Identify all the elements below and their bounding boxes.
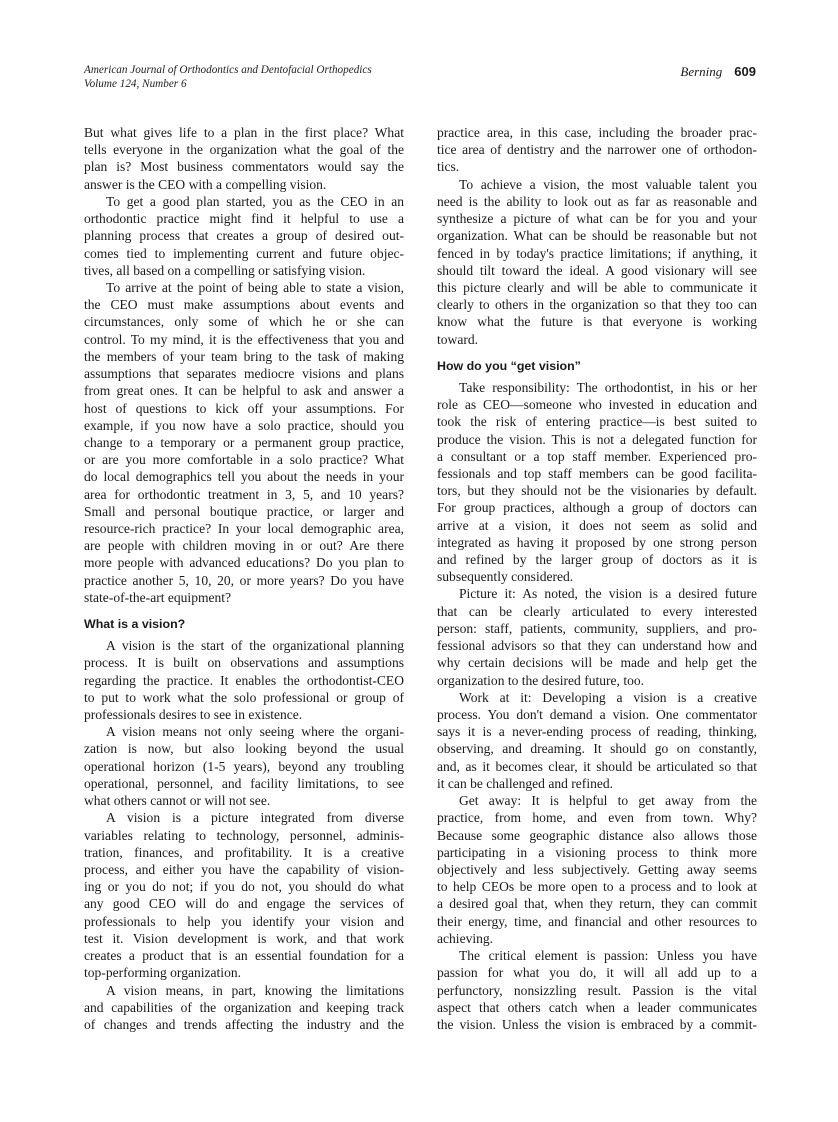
text-line: control. To my mind, it is the effectiveness that you and [84, 331, 404, 347]
text-line: practice another 5, 10, 20, or more years? Do you have [84, 572, 404, 588]
text-line: are people with children moving in or out? Are there [84, 538, 404, 554]
text-line: fessional advisors so that they can understand how and [437, 638, 757, 654]
text-line: Get away: It is helpful to get away from the [459, 793, 757, 809]
text-line: produce the vision. This is not a delegated function for [437, 431, 757, 447]
text-line: planning process that creates a group of desired out- [84, 228, 404, 244]
text-line: organization. What can be should be reasonable but not [437, 228, 757, 244]
text-line: host of questions to kick off your assumptions. For [84, 400, 404, 416]
paragraph [84, 279, 404, 606]
paragraph [437, 792, 757, 947]
paragraph [437, 947, 757, 1033]
text-line: ing or you do not; if you do not, you should do what [84, 879, 404, 895]
text-line: area for orthodontic treatment in 3, 5, and 10 years? [84, 486, 404, 502]
text-line: professionals desires to see in existence. [84, 707, 303, 722]
text-line: their energy, time, and financial and other resources to [437, 913, 757, 929]
text-line: change to a temporary or a permanent group practice, [84, 434, 404, 450]
text-line: state-of-the-art equipment? [84, 589, 232, 605]
text-line: A vision means, in part, knowing the limitations [106, 982, 404, 998]
text-line: aspect that others catch when a leader communicates [437, 999, 757, 1015]
text-line: A vision is a picture integrated from diverse [106, 810, 404, 826]
paragraph [84, 637, 404, 723]
text-line: role as CEO—someone who invested in education and [437, 397, 757, 413]
paragraph [84, 723, 404, 809]
text-line: the CEO must make assumptions about events and [84, 297, 404, 313]
journal-title: American Journal of Orthodontics and Dentofacial Orthopedics [84, 64, 372, 76]
text-line: A vision is the start of the organizational planning [106, 638, 404, 654]
running-head [680, 64, 756, 80]
text-line: to put to work what the solo professional or group of [84, 689, 404, 705]
text-line: passion for what you do, it will all add up to a [437, 965, 757, 981]
text-line: perfunctory, nonsizzling result. Passion is the vital [437, 982, 757, 998]
text-line: Small and personal boutique practice, or larger and [84, 503, 404, 519]
paragraph [84, 193, 404, 279]
journal-volume: Volume 124, Number 6 [84, 77, 187, 90]
text-line: Take responsibility: The orthodontist, in his or her [459, 379, 757, 395]
text-line: it can be challenged and refined. [437, 775, 614, 791]
text-line: resource-rich practice? In your local demographic area, [84, 521, 404, 537]
text-line: a desired goal that, when they return, they can commit [437, 896, 757, 912]
text-line: fessionals and top staff members can be good facilita- [437, 465, 757, 481]
section-heading: What is a vision? [84, 617, 186, 632]
page-header [84, 64, 756, 91]
text-line: integrated as having it proposed by one strong person [437, 534, 757, 550]
text-line: answer is the CEO with a compelling vision. [84, 176, 327, 192]
text-line: tives, all based on a compelling or satisfying vision. [84, 262, 366, 278]
text-line: this picture clearly and will be able to communicate it [437, 279, 757, 295]
text-line: and capabilities of the organization and keeping track [84, 999, 404, 1015]
text-line: that can be clearly articulated to every interested [437, 603, 757, 619]
text-line: practice, from home, and even from town. Why? [437, 810, 757, 826]
text-line: operational, personnel, and facility limitations, to see [84, 775, 404, 791]
text-line: tics. [437, 159, 460, 175]
text-line: and refined by the larger group of doctors as it is [437, 552, 757, 568]
text-line: operational horizon (1-5 years), beyond any troubling [84, 758, 404, 774]
text-line: For group practices, although a group of doctors can [437, 500, 757, 516]
text-line: or are you more comfortable in a solo practice? What [84, 452, 404, 468]
text-line: fenced in by today's practice limitations; if anything, it [437, 245, 757, 261]
text-line: took the risk of entering practice—is best suited to [437, 414, 757, 430]
paragraph [437, 585, 757, 688]
page-number: 609 [734, 64, 756, 79]
text-line: tice area of dentistry and the narrower one of orthodon- [437, 142, 757, 158]
text-line: To get a good plan started, you as the CEO in an [106, 193, 404, 209]
text-line: assumptions that separates mediocre visions and plans [84, 366, 404, 382]
text-line: toward. [437, 331, 479, 347]
text-line: subsequently considered. [437, 569, 574, 585]
text-line: to help CEOs be more open to a process and to look at [437, 879, 757, 895]
text-line: participating in a visioning process to think more [437, 844, 757, 860]
paragraph [84, 809, 404, 981]
text-line: says it is a never-ending process of reading, thinking, [437, 724, 757, 740]
text-line: Because some geographic distance also allows those [437, 827, 757, 843]
text-line: comes tied to implementing current and future objec- [84, 245, 404, 261]
right-column [437, 124, 757, 1033]
paragraph [84, 124, 404, 193]
text-line: why certain decisions will be made and help get the [437, 655, 757, 671]
text-line: more people with advanced educations? Do you plan to [84, 555, 404, 571]
paragraph [84, 982, 404, 1034]
paragraph [437, 379, 757, 586]
text-line: plan is? Most business commentators would say the [84, 159, 404, 175]
text-line: of changes and trends affecting the industry and the [84, 1016, 404, 1032]
text-line: arrive at a vision, it does not seem as solid and [437, 517, 757, 533]
text-line: orthodontic practice might find it helpful to use a [84, 211, 404, 227]
text-line: tells everyone in the organization what the goal of the [84, 142, 404, 158]
text-line: zation is now, but also looking beyond the usual [84, 741, 404, 757]
paragraph [437, 689, 757, 792]
text-line: variables relating to technology, personnel, adminis- [84, 827, 404, 843]
text-line: any good CEO will do and engage the services of [84, 896, 404, 912]
text-line: professionals to help you identify your vision and [84, 913, 404, 929]
text-line: creates a product that is an essential foundation for a [84, 948, 404, 964]
text-line: a consultant or a top staff member. Experienced pro- [437, 448, 757, 464]
section-heading: How do you “get vision” [437, 358, 581, 373]
text-line: know what the future is that everyone is working [437, 314, 757, 330]
text-line: organization to the desired future, too. [437, 672, 645, 688]
text-line: But what gives life to a plan in the first place? What [84, 125, 404, 140]
text-line: do local demographics tell you about the needs in your [84, 469, 404, 485]
paragraph [437, 124, 757, 176]
text-line: circumstances, only some of which he or she can [84, 314, 404, 330]
text-line: from great ones. It can be helpful to ask and answer a [84, 383, 404, 399]
text-line: clearly to others in the organization so that they too can [437, 297, 757, 313]
text-line: The critical element is passion: Unless you have [459, 948, 757, 964]
text-line: objectively and less subjectively. Getting away seems [437, 861, 757, 877]
text-line: tors, but they should not be the visionaries by default. [437, 483, 757, 499]
text-line: tration, finances, and profitability. It is a creative [84, 844, 404, 860]
text-line: Work at it: Developing a vision is a creative [459, 689, 757, 705]
text-line: test it. Vision development is work, and that work [84, 930, 404, 946]
text-line: process. You don't demand a vision. One commentator [437, 707, 757, 722]
text-line: and, as it becomes clear, it should be articulated so that [437, 758, 757, 774]
text-line: need is the ability to look out as far as reasonable and [437, 193, 757, 209]
text-line: top-performing organization. [84, 965, 241, 981]
text-line: person: staff, patients, community, suppliers, and pro- [437, 620, 757, 636]
running-author: Berning [680, 64, 723, 79]
text-line: Picture it: As noted, the vision is a desired future [459, 586, 757, 602]
text-line: regarding the practice. It enables the orthodontist-CEO [84, 672, 404, 688]
text-line: the vision. Unless the vision is embraced by a commit- [437, 1016, 757, 1032]
text-line: process, and either you have the capability of vision- [84, 861, 404, 877]
text-line: To achieve a vision, the most valuable talent you [459, 176, 757, 192]
text-line: observing, and dreaming. It should go on constantly, [437, 741, 757, 757]
paragraph [437, 176, 757, 348]
text-line: synthesize a picture of what can be for you and your [437, 211, 757, 227]
text-line: what others cannot or will not see. [84, 793, 271, 809]
text-line: example, if you now have a solo practice, should you [84, 417, 404, 433]
text-line: should tilt toward the ideal. A good visionary will see [437, 262, 757, 278]
text-line: the members of your team bring to the task of making [84, 348, 404, 364]
left-column [84, 124, 404, 1033]
text-line: achieving. [437, 930, 494, 946]
text-line: To arrive at the point of being able to state a vision, [106, 279, 404, 295]
text-line: A vision means not only seeing where the organi- [106, 724, 404, 740]
text-line: process. It is built on observations and assumptions [84, 655, 404, 671]
text-line: practice area, in this case, including the broader prac- [437, 125, 757, 140]
